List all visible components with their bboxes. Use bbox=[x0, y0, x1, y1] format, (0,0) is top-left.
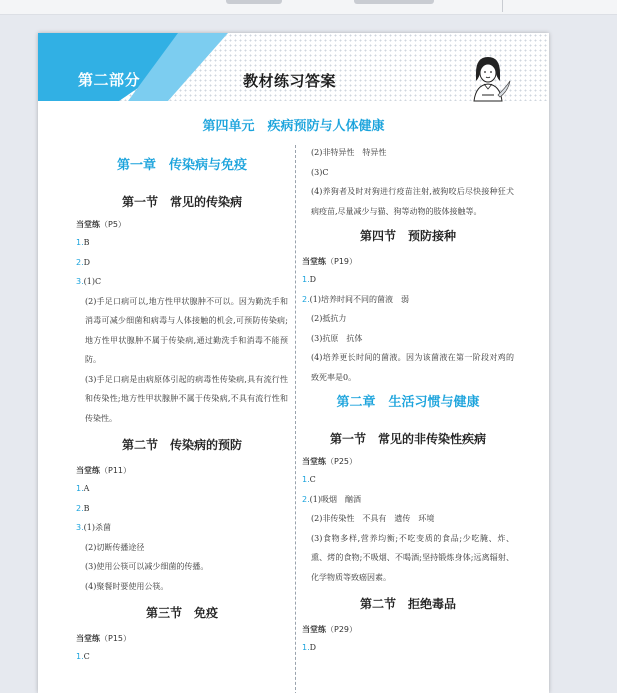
document-page bbox=[38, 33, 549, 693]
chapter-heading: 第二章 生活习惯与健康 bbox=[336, 395, 480, 410]
answer-paragraph: (4)聚餐时要使用公筷。 bbox=[85, 581, 169, 591]
viewer-toolbar bbox=[0, 0, 617, 15]
answer-line: 3.(1)杀菌 bbox=[76, 523, 111, 532]
answer-paragraph: (3)使用公筷可以减少细菌的传播。 bbox=[85, 562, 209, 571]
answer-paragraph: (4)养狗者及时对狗进行疫苗注射,被狗咬后尽快接种狂犬病疫苗,尽量减少与猫、狗等动物的肢体接触等。 bbox=[311, 187, 514, 216]
answer-paragraph: (3)食物多样,营养均衡;不吃变质的食品;少吃腌、炸、熏、烤的食物;不吸烟、不喝酒;坚持锻炼身体;远离辐射、化学物质等致癌因素。 bbox=[311, 533, 514, 582]
answer-paragraph: (2)手足口病可以,地方性甲状腺肿不可以。因为勤洗手和消毒可减少细菌和病毒与人体接触的机会,可预防传染病;地方性甲状腺肿不属于传染病,通过勤洗手和消毒不能预防。 bbox=[85, 296, 288, 364]
section-heading: 第二节 拒绝毒品 bbox=[359, 597, 456, 611]
section-heading: 第二节 传染病的预防 bbox=[121, 438, 242, 452]
part-label: 第二部分 bbox=[78, 71, 141, 89]
answer-paragraph: (3)抗原 抗体 bbox=[311, 333, 363, 343]
answer-paragraph: (2)切断传播途径 bbox=[85, 542, 145, 552]
answer-paragraph: (2)抵抗力 bbox=[311, 314, 347, 323]
answer-line: 1.D bbox=[302, 643, 317, 652]
answer-line: 1.C bbox=[76, 652, 90, 661]
answer-paragraph: (3)手足口病是由病原体引起的病毒性传染病,具有流行性和传染性;地方性甲状腺肿不属于传染病,不具有流行性和传染性。 bbox=[85, 374, 288, 423]
exercise-label: 当堂练（P15） bbox=[76, 634, 132, 643]
answer-line: 1.C bbox=[302, 475, 316, 484]
toolbar-divider bbox=[502, 0, 503, 12]
answer-paragraph: (4)培养更长时间的菌液。因为该菌液在第一阶段对鸡的致死率是0。 bbox=[311, 353, 514, 382]
section-heading: 第一节 常见的非传染性疾病 bbox=[329, 432, 486, 446]
toolbar-tab[interactable] bbox=[226, 0, 282, 4]
unit-title: 第四单元 疾病预防与人体健康 bbox=[202, 119, 385, 134]
answer-paragraph: (3)C bbox=[311, 167, 329, 177]
answer-line: 3.(1)C bbox=[76, 277, 102, 286]
exercise-label: 当堂练（P29） bbox=[302, 625, 358, 634]
section-heading: 第四节 预防接种 bbox=[359, 229, 456, 243]
exercise-label: 当堂练（P19） bbox=[302, 257, 358, 266]
answer-line: 2.(1)培养时间不同的菌液 弱 bbox=[302, 294, 409, 304]
answer-line: 2.(1)吸烟 酗酒 bbox=[302, 494, 361, 504]
section-heading: 第一节 常见的传染病 bbox=[121, 195, 242, 209]
answer-line: 2.B bbox=[76, 503, 90, 513]
left-column bbox=[76, 151, 288, 667]
column-divider bbox=[295, 145, 296, 693]
chapter-heading: 第一章 传染病与免疫 bbox=[116, 158, 247, 173]
answer-paragraph: (2)非传染性 不具有 遗传 环境 bbox=[311, 514, 435, 523]
exercise-label: 当堂练（P25） bbox=[302, 457, 358, 466]
section-heading: 第三节 免疫 bbox=[145, 606, 218, 620]
right-column bbox=[302, 143, 514, 658]
girl-mascot-icon bbox=[462, 51, 514, 103]
exercise-label: 当堂练（P11） bbox=[76, 466, 132, 475]
answer-line: 1.B bbox=[76, 238, 90, 247]
toolbar-tab[interactable] bbox=[354, 0, 434, 4]
answer-line: 1.D bbox=[302, 275, 317, 284]
page-title: 教材练习答案 bbox=[243, 72, 337, 90]
answer-line: 2.D bbox=[76, 257, 91, 267]
answer-paragraph: (2)非特异性 特异性 bbox=[311, 148, 387, 157]
exercise-label: 当堂练（P5） bbox=[76, 220, 126, 229]
page-header bbox=[38, 33, 549, 101]
answer-line: 1.A bbox=[76, 484, 90, 493]
